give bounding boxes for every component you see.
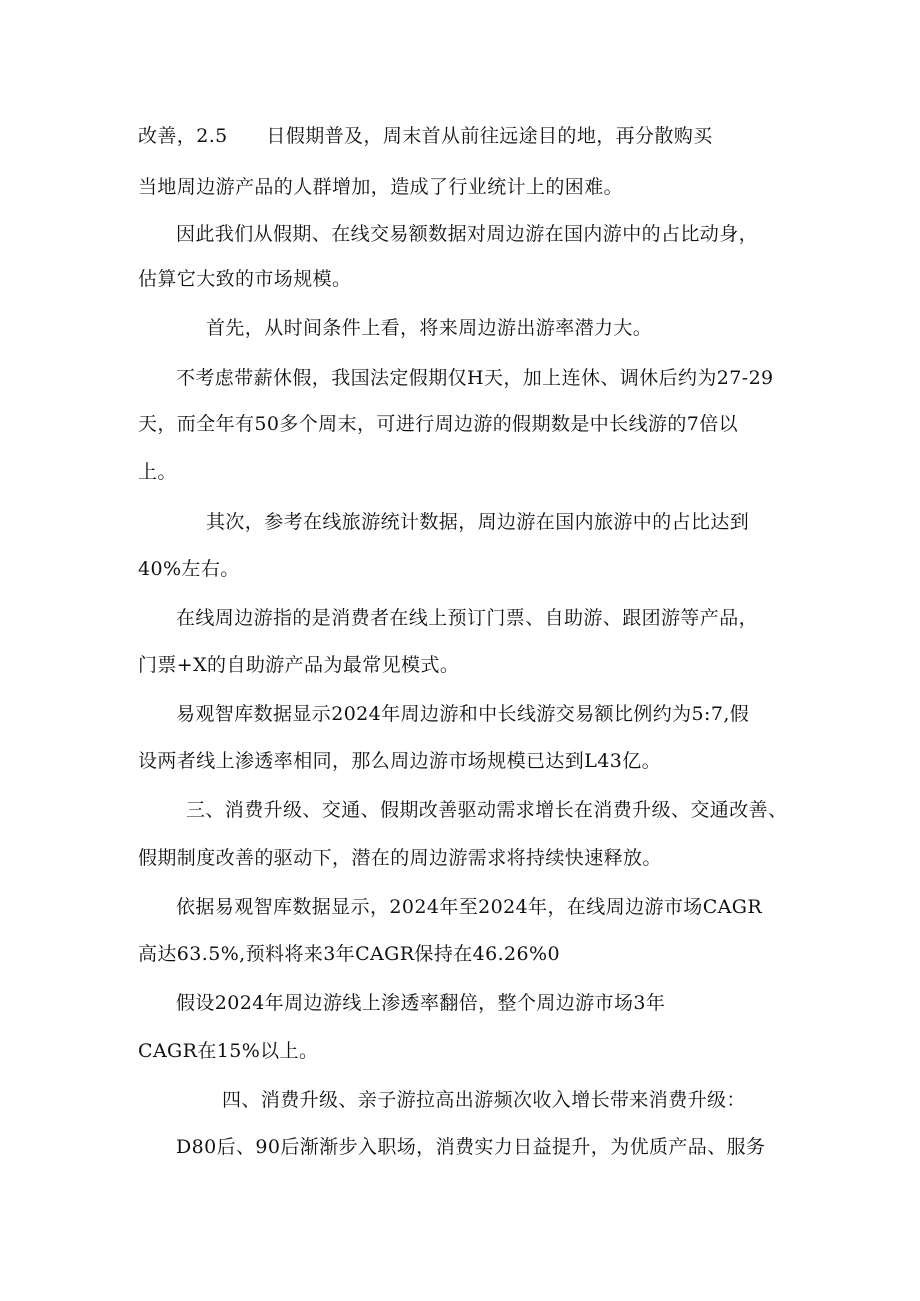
- text-line: 三、消费升级、交通、假期改善驱动需求增长在消费升级、交通改善、: [186, 799, 788, 821]
- text-line: 不考虑带薪休假，我国法定假期仅H天，加上连休、调休后约为27-29: [176, 367, 774, 389]
- text-line: 在线周边游指的是消费者在线上预订门票、自助游、跟团游等产品，: [176, 607, 759, 629]
- text-line: 天，而全年有50多个周末，可进行周边游的假期数是中长线游的7倍以: [138, 413, 739, 435]
- text-line: 40%左右。: [138, 558, 240, 580]
- text-line: 假设2024年周边游线上渗透率翻倍，整个周边游市场3年: [176, 992, 666, 1014]
- text-line: 上。: [138, 461, 177, 483]
- text-line: 依据易观智库数据显示，2024年至2024年，在线周边游市场CAGR: [176, 896, 763, 918]
- text-line: 其次，参考在线旅游统计数据，周边游在国内旅游中的占比达到: [206, 511, 750, 533]
- text-line: 首先，从时间条件上看，将来周边游出游率潜力大。: [206, 317, 653, 339]
- text-line: 估算它大致的市场规模。: [138, 268, 352, 290]
- text-line: D80后、90后渐渐步入职场，消费实力日益提升，为优质产品、服务: [176, 1136, 766, 1158]
- text-line: 四、消费升级、亲子游拉高出游频次收入增长带来消费升级：: [222, 1089, 746, 1111]
- text-line: 因此我们从假期、在线交易额数据对周边游在国内游中的占比动身，: [176, 223, 759, 245]
- text-line: 门票+X的自助游产品为最常见模式。: [138, 654, 460, 676]
- text-line: 假期制度改善的驱动下，潜在的周边游需求将持续快速释放。: [138, 847, 662, 869]
- text-line: CAGR在15%以上。: [138, 1040, 319, 1062]
- text-line: 易观智库数据显示2024年周边游和中长线游交易额比例约为5:7,假: [176, 703, 750, 725]
- text-line: 当地周边游产品的人群增加，造成了行业统计上的困难。: [138, 176, 624, 198]
- text-line: 高达63.5%,预料将来3年CAGR保持在46.26%0: [138, 943, 560, 965]
- text-line: 设两者线上渗透率相同，那么周边游市场规模已达到L43亿。: [138, 750, 661, 772]
- text-line: 改善，2.5 日假期普及，周末首从前往远途目的地，再分散购买: [138, 125, 713, 147]
